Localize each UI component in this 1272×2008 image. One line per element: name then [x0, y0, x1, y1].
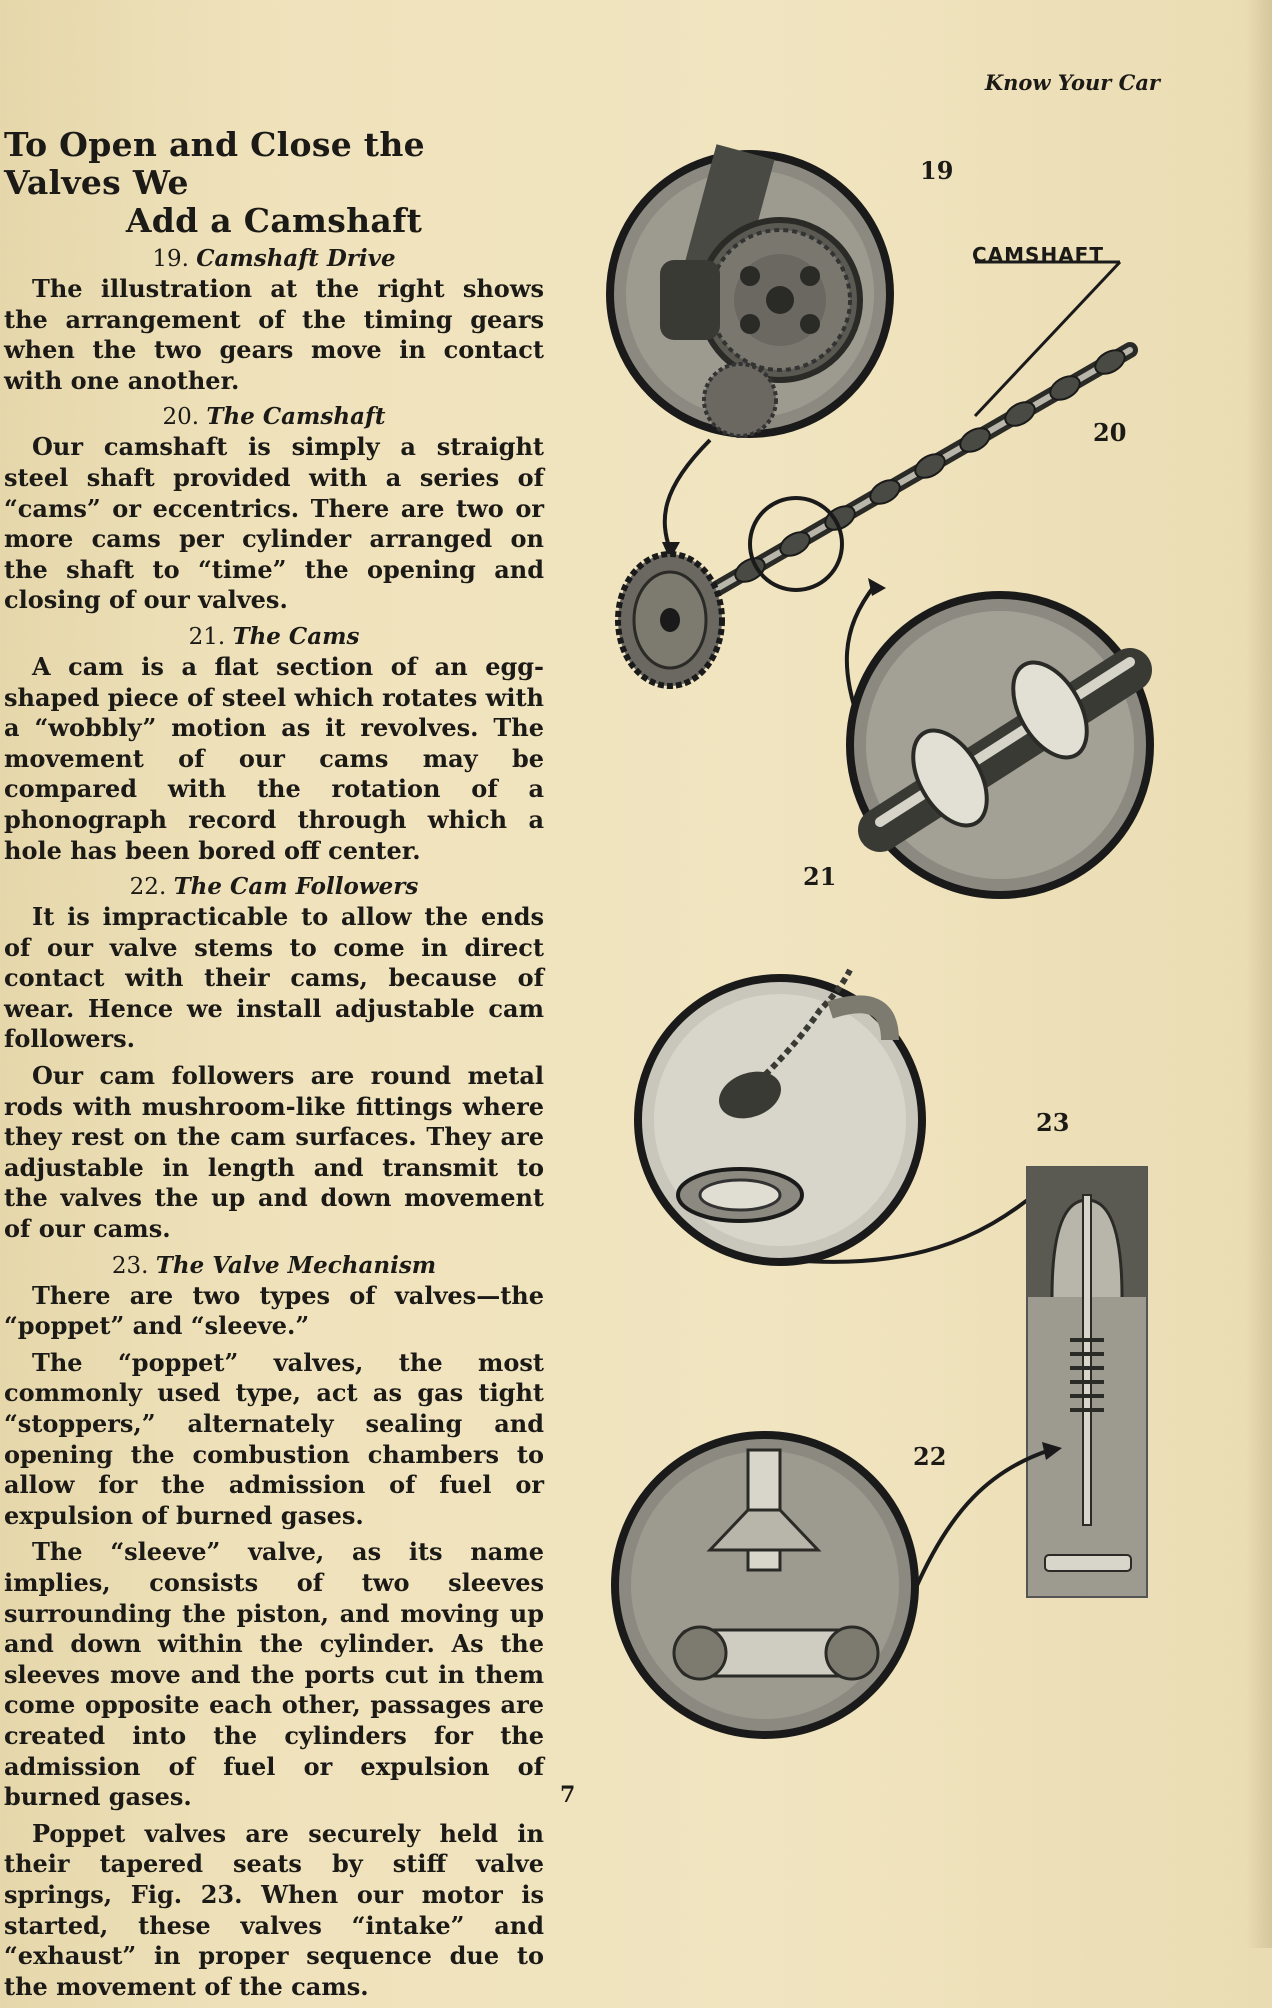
camshaft-illustration [590, 110, 1190, 1810]
arrow-curve [665, 440, 710, 550]
paragraph: A cam is a flat section of an egg-shaped piece of steel which rotates with a “wobbly” motion as it revolves. The movement of our cams may be compared with the rotation of a phonograph record through which a hole has been bored off center. [4, 651, 544, 865]
text-column [4, 126, 544, 2008]
page-title-line1: To Open and Close the Valves We [4, 125, 425, 202]
paragraph: The illustration at the right shows the arrangement of the timing gears when the two gears move in contact with one another. [4, 274, 544, 395]
paragraph: Poppet valves are securely held in their tapered seats by stiff valve springs, Fig. 23. When our motor is started, these valves “intake” and “exhaust” in proper sequence due to the movement of the cams. [4, 1818, 544, 2001]
section-heading-20: 20. The Camshaft [162, 403, 386, 431]
section-heading-23: 23. The Valve Mechanism [111, 1251, 437, 1279]
section-heading-22: 22. The Cam Followers [129, 873, 419, 901]
figure-label-20: 20 [1093, 418, 1127, 447]
page-edge-shadow [1246, 0, 1272, 1948]
valve-mechanism-figure [1027, 1167, 1147, 1597]
timing-gears-figure [610, 144, 890, 436]
cam-follower-figure [615, 1435, 915, 1735]
section-heading-19: 19. Camshaft Drive [152, 245, 396, 272]
paragraph: The “sleeve” valve, as its name implies, consists of two sleeves surrounding the piston, and moving up and down within the cylinder. As the sleeves move and the ports cut in them come opposite each other, passages are created into the cylinders for the admission of fuel or expulsion of burned gases. [4, 1537, 544, 1812]
figure-label-19: 19 [920, 156, 954, 185]
figure-label-21: 21 [803, 862, 837, 891]
paragraph: Our camshaft is simply a straight steel shaft provided with a series of “cams” or eccentrics. There are two or more cams per cylinder arranged on the shaft to “time” the opening and closing of our valves. [4, 432, 544, 615]
figure-label-23: 23 [1036, 1108, 1070, 1137]
camshaft-callout: CAMSHAFT [972, 243, 1104, 267]
page-title-line2: Add a Camshaft [125, 201, 423, 240]
page-title [4, 126, 544, 240]
figure-label-22: 22 [913, 1442, 947, 1471]
drain-plug-figure [638, 970, 922, 1262]
paragraph: The “poppet” valves, the most commonly used type, act as gas tight “stoppers,” alternately sealing and opening the combustion chambers to allow for the admission of fuel or expulsion of burned gases. [4, 1347, 544, 1530]
running-head: Know Your Car [984, 70, 1160, 95]
paragraph: There are two types of valves—the “poppet” and “sleeve.” [4, 1280, 544, 1341]
cams-closeup-figure [850, 595, 1150, 895]
paragraph: Our cam followers are round metal rods with mushroom-like fittings where they rest on the cam surfaces. They are adjustable in length and transmit to the valves the up and down movement of our cams. [4, 1061, 544, 1244]
section-heading-21: 21. The Cams [188, 622, 360, 650]
page-number: 7 [560, 1782, 576, 1808]
paragraph: It is impracticable to allow the ends of our valve stems to come in direct contact with their cams, because of wear. Hence we install adjustable cam followers. [4, 902, 544, 1054]
